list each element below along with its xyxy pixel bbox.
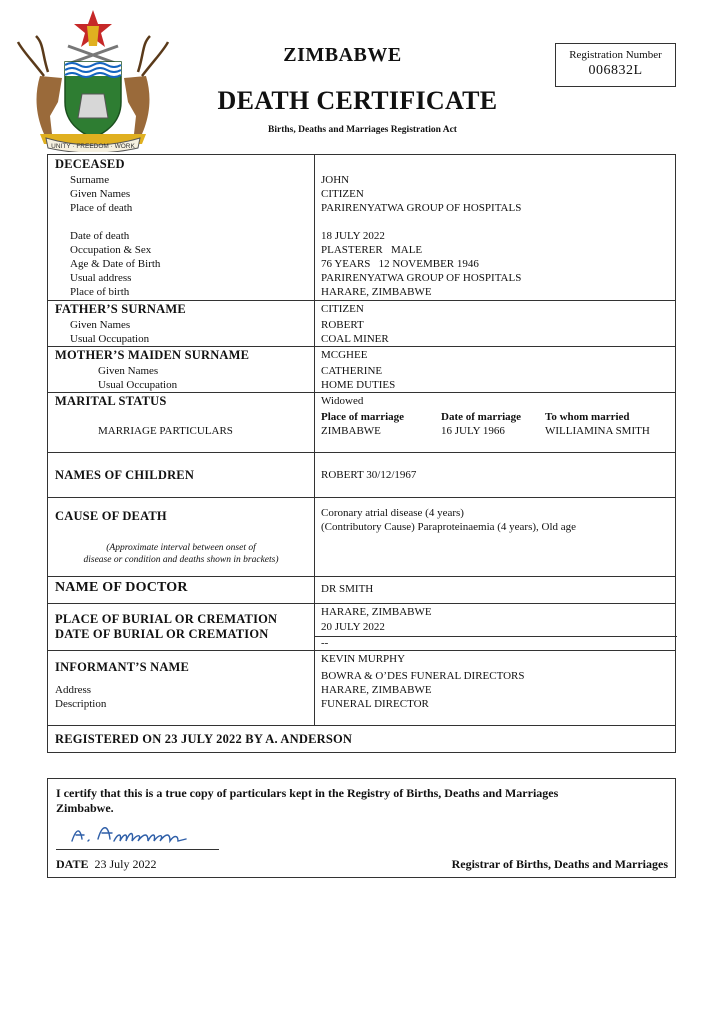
burial-place-value: HARARE, ZIMBABWE [321, 606, 432, 618]
usual-address-label: Usual address [70, 272, 132, 284]
informant-address-value: HARARE, ZIMBABWE [321, 684, 432, 696]
document-title: DEATH CERTIFICATE [217, 86, 498, 115]
registrar-signature [68, 819, 208, 849]
certification-text [56, 786, 656, 816]
cause-note-line-2: disease or condition and deaths shown in brackets) [83, 555, 279, 565]
informant-heading: INFORMANT’S NAME [55, 660, 190, 674]
marital-heading: MARITAL STATUS [55, 394, 167, 408]
mother-given-names-value: CATHERINE [321, 365, 383, 377]
informant-description-value: FUNERAL DIRECTOR [321, 698, 429, 710]
emblem-motto: UNITY · FREEDOM · WORK [51, 143, 135, 150]
registrar-title: Registrar of Births, Deaths and Marriages [451, 857, 668, 871]
father-given-names-value: ROBERT [321, 319, 364, 331]
marital-status-value: Widowed [321, 395, 364, 407]
place-of-death-label: Place of death [70, 202, 133, 214]
certification-line-1: I certify that this is a true copy of particulars kept in the Registry of Births, Deaths and Marriages [56, 786, 559, 800]
registration-number: 006832L [588, 63, 643, 78]
cause-heading: CAUSE OF DEATH [55, 509, 167, 523]
registration-number-box [555, 43, 676, 87]
given-names-value: CITIZEN [321, 188, 364, 200]
place-of-marriage-value: ZIMBABWE [321, 425, 381, 437]
father-occupation-label: Usual Occupation [70, 333, 150, 345]
date-of-marriage-value: 16 JULY 1966 [441, 425, 505, 437]
country-title: ZIMBABWE [283, 44, 402, 66]
date-of-death-value: 18 JULY 2022 [321, 230, 385, 242]
burial-place-heading: PLACE OF BURIAL OR CREMATION [55, 612, 278, 626]
given-names-label: Given Names [70, 188, 131, 200]
mother-given-names-label: Given Names [98, 365, 159, 377]
registered-line: REGISTERED ON 23 JULY 2022 BY A. ANDERSON [55, 732, 353, 746]
father-occupation-value: COAL MINER [321, 333, 389, 345]
place-of-birth-value: HARARE, ZIMBABWE [321, 286, 432, 298]
act-subtitle: Births, Deaths and Marriages Registration Act [268, 125, 457, 135]
certification-line-2: Zimbabwe. [56, 801, 114, 815]
cause-line-2: (Contributory Cause) Paraproteinaemia (4 years), Old age [321, 521, 577, 533]
certificate-table [47, 154, 676, 753]
informant-description-label: Description [55, 698, 107, 710]
occupation-sex-label: Occupation & Sex [70, 244, 152, 256]
certification-box [47, 778, 676, 878]
mother-occupation-value: HOME DUTIES [321, 379, 396, 391]
date-value: 23 July 2022 [94, 857, 157, 871]
age-dob-label: Age & Date of Birth [70, 258, 161, 270]
to-whom-married-value: WILLIAMINA SMITH [545, 425, 650, 437]
burial-date-value: 20 JULY 2022 [321, 621, 385, 633]
doctor-heading: NAME OF DOCTOR [55, 580, 188, 595]
cause-note-line-1: (Approximate interval between onset of [106, 543, 256, 553]
father-surname-value: CITIZEN [321, 303, 364, 315]
marriage-particulars-label: MARRIAGE PARTICULARS [98, 425, 233, 437]
informant-org-value: BOWRA & O’DES FUNERAL DIRECTORS [321, 670, 525, 682]
certification-date [56, 857, 156, 872]
burial-date-heading: DATE OF BURIAL OR CREMATION [55, 627, 269, 641]
place-of-marriage-label: Place of marriage [321, 411, 405, 423]
surname-label: Surname [70, 174, 110, 186]
date-of-death-label: Date of death [70, 230, 130, 242]
age-dob-value: 76 YEARS 12 NOVEMBER 1946 [321, 258, 479, 270]
occupation-sex-value: PLASTERER MALE [321, 244, 423, 256]
registration-number-label: Registration Number [569, 49, 662, 61]
usual-address-value: PARIRENYATWA GROUP OF HOSPITALS [321, 272, 522, 284]
burial-extra-value: -- [321, 637, 329, 649]
mother-surname-value: MCGHEE [321, 349, 368, 361]
mother-occupation-label: Usual Occupation [98, 379, 178, 391]
children-heading: NAMES OF CHILDREN [55, 468, 195, 482]
father-heading: FATHER’S SURNAME [55, 302, 186, 316]
place-of-death-value: PARIRENYATWA GROUP OF HOSPITALS [321, 202, 522, 214]
informant-address-label: Address [55, 684, 92, 696]
children-value: ROBERT 30/12/1967 [321, 469, 417, 481]
doctor-value: DR SMITH [321, 583, 374, 595]
deceased-heading: DECEASED [55, 157, 125, 171]
mother-heading: MOTHER’S MAIDEN SURNAME [55, 348, 250, 362]
coat-of-arms-emblem [10, 6, 176, 152]
to-whom-married-label: To whom married [545, 411, 630, 423]
place-of-birth-label: Place of birth [70, 286, 130, 298]
date-label: DATE [56, 857, 89, 871]
surname-value: JOHN [321, 174, 350, 186]
informant-name-value: KEVIN MURPHY [321, 653, 406, 665]
father-given-names-label: Given Names [70, 319, 131, 331]
date-of-marriage-label: Date of marriage [441, 411, 522, 423]
cause-line-1: Coronary atrial disease (4 years) [321, 507, 464, 519]
